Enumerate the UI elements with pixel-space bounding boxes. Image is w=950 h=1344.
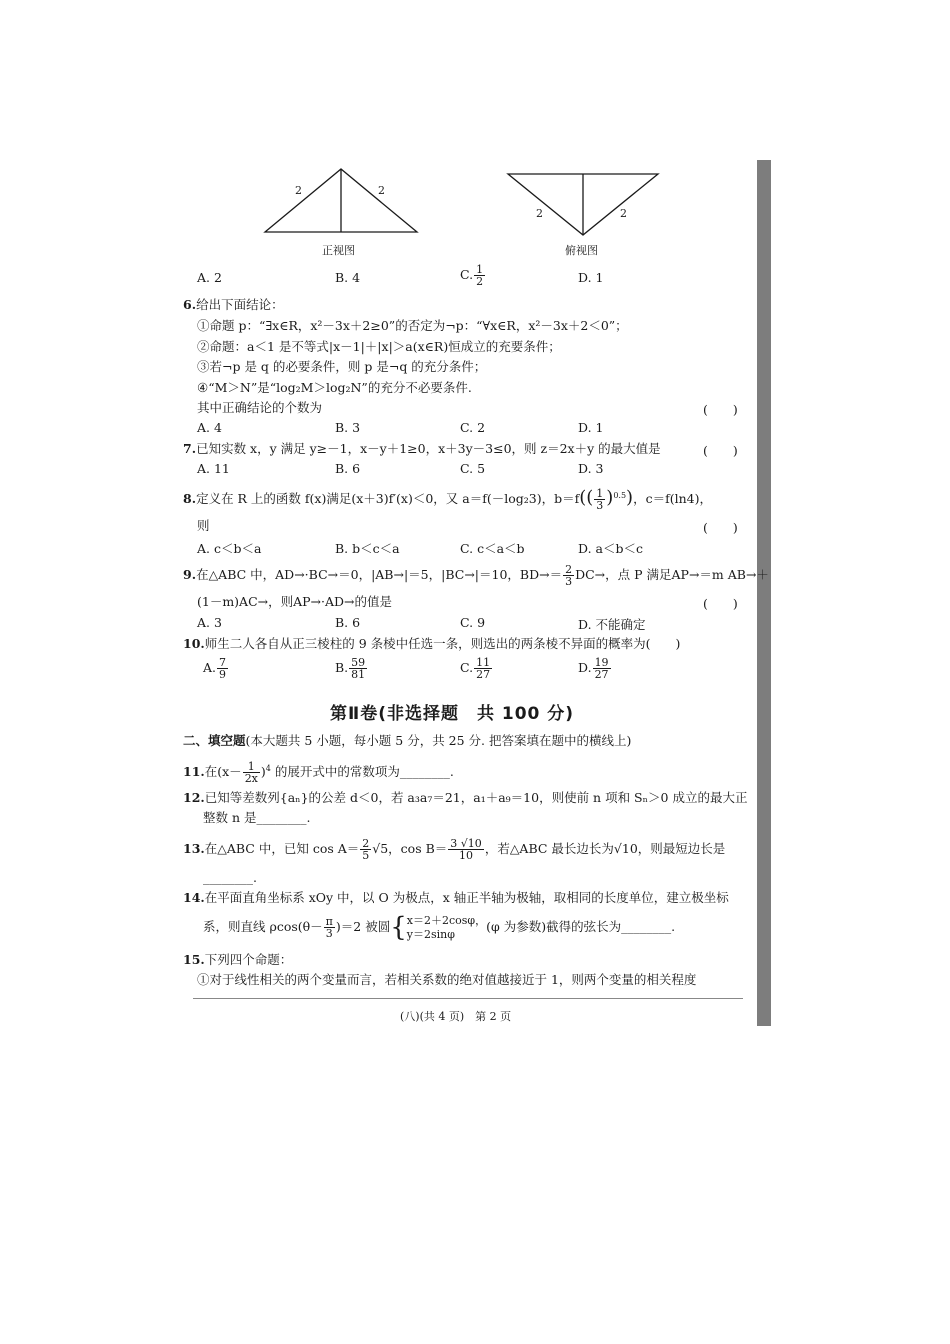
q6-option-d: D. 1 [578,420,604,435]
q9-stem: 9.在△ABC 中，AD→·BC→＝0，|AB→|＝5，|BC→|＝10，BD→＝ $\frac{2}{3}$ DC→，点 P 满足AP→＝m AB→＋ [183,563,769,588]
q14-parametric-system: x＝2＋2cosφ， y＝2sinφ [406,913,487,941]
q6-stem: 6.给出下面结论： [183,297,284,312]
q10-stem: 10.师生二人各自从正三棱柱的 9 条棱中任选一条，则选出的两条棱不异面的概率为( ) [183,636,681,651]
q14-line2: 系，则直线 ρcos(θ－ $\frac{\pi}{3}$ )＝2 被圆{ x＝2＋2cosφ， y＝2sinφ (φ 为参数)截得的弦长为________. [203,912,676,943]
q8-option-a: A. c＜b＜a [197,541,262,556]
q9-option-c: C. 9 [460,615,486,630]
front-view-figure [265,169,417,232]
q13-line2: ________. [203,870,257,885]
q8-option-b: B. b＜c＜a [335,541,400,556]
q15-item-1: ①对于线性相关的两个变量而言，若相关系数的绝对值越接近于 1，则两个变量的相关程度 [197,972,697,987]
q7-stem: 7.已知实数 x，y 满足 y≥－1，x－y＋1≥0，x＋3y－3≤0，则 z＝2x＋y 的最大值是 [183,441,661,456]
q5-option-b: B. 4 [335,270,361,285]
q8-stem: 8.定义在 R 上的函数 f(x)满足(x＋3)f′(x)＜0，又 a＝f(－log₂3)，b＝f(( $\frac{1}{3}$ )$^{0.5}$)，c＝f(ln4)， [183,487,712,513]
q6-option-c: C. 2 [460,420,486,435]
q5-option-c-fraction: $\frac{1}{2}$ [476,263,484,288]
q6-item-1: ①命题 p：“∃x∈R，x²－3x＋2≥0”的否定为¬p：“∀x∈R，x²－3x＋2＜0”； [197,318,628,333]
q14-fraction: $\frac{\pi}{3}$ [325,915,333,940]
q7-answer-paren: ( ) [703,443,738,458]
top-view-caption: 俯视图 [565,244,598,257]
q12-line2: 整数 n 是________. [203,810,311,825]
q9-fraction: $\frac{2}{3}$ [565,563,573,588]
top-view-left-label: 2 [536,207,543,220]
q6-ask: 其中正确结论的个数为 [197,400,323,415]
q9-option-b: B. 6 [335,615,361,630]
q11-fraction: $\frac{1}{2x}$ [244,760,258,786]
q6-item-3: ③若¬p 是 q 的必要条件，则 p 是¬q 的充分条件； [197,359,487,374]
footer-divider [193,998,743,999]
q10-option-b: B. $\frac{59}{81}$ [335,656,366,681]
q6-item-2: ②命题：a＜1 是不等式|x－1|＋|x|＞a(x∈R)恒成立的充要条件； [197,339,561,354]
q10-option-d: D. $\frac{19}{27}$ [578,656,609,681]
top-view-right-label: 2 [620,207,627,220]
q6-option-a: A. 4 [197,420,222,435]
section-2-title: 第Ⅱ卷(非选择题 共 100 分) [330,704,575,724]
fill-blank-heading: 二、填空题(本大题共 5 小题，每小题 5 分，共 25 分. 把答案填在题中的横线上) [183,733,632,748]
q9-answer-paren: ( ) [703,596,738,611]
q9-line2: (1－m)AC→，则AP→·AD→的值是 [197,594,393,609]
q12-line1: 12.已知等差数列{aₙ}的公差 d＜0，若 a₃a₇＝21，a₁＋a₉＝10，则使前 n 项和 Sₙ＞0 成立的最大正 [183,790,748,805]
q8-option-c: C. c＜a＜b [460,541,525,556]
q10-option-c: C. $\frac{11}{27}$ [460,656,491,681]
front-view-caption: 正视图 [322,244,355,257]
top-view-figure [508,174,658,235]
front-view-right-label: 2 [378,184,385,197]
page-footer: (八)(共 4 页) 第 2 页 [400,1010,512,1023]
q13-fraction-2: $\frac{3 √10}{10}$ [450,837,482,862]
q10-option-a: A. $\frac{7}{9}$ [203,656,227,681]
q7-option-b: B. 6 [335,461,361,476]
front-view-left-label: 2 [295,184,302,197]
q9-option-a: A. 3 [197,615,222,630]
scan-edge-shadow [757,160,771,1026]
q15-stem: 15.下列四个命题： [183,952,293,967]
q8-option-d: D. a＜b＜c [578,541,643,556]
q11-stem: 11.在(x－ $\frac{1}{2x}$ )$^4$ 的展开式中的常数项为________. [183,760,454,786]
q9-option-d: D. 不能确定 [578,617,646,632]
q5-option-c [460,264,486,287]
q8-fraction: $\frac{1}{3}$ [596,487,604,513]
q13-line1: 13.在△ABC 中，已知 cos A＝ $\frac{2}{5}$ √5，cos B＝ $\frac{3 √10}{10}$ ，若△ABC 最长边长为√10，则最短边长是 [183,837,726,862]
q14-line1: 14.在平面直角坐标系 xOy 中，以 O 为极点，x 轴正半轴为极轴，取相同的长度单位，建立极坐标 [183,890,729,905]
q6-item-4: ④“M＞N”是“log₂M＞log₂N”的充分不必要条件. [197,380,472,395]
q7-option-d: D. 3 [578,461,604,476]
q6-option-b: B. 3 [335,420,361,435]
q8-then: 则 [197,518,210,533]
q8-answer-paren: ( ) [703,520,738,535]
q13-fraction-1: $\frac{2}{5}$ [362,837,370,862]
q6-answer-paren: ( ) [703,402,738,417]
q7-option-a: A. 11 [197,461,230,476]
q5-option-d: D. 1 [578,270,604,285]
q5-option-a: A. 2 [197,270,222,285]
q5-option-c-label: C. [460,267,474,282]
q7-option-c: C. 5 [460,461,486,476]
